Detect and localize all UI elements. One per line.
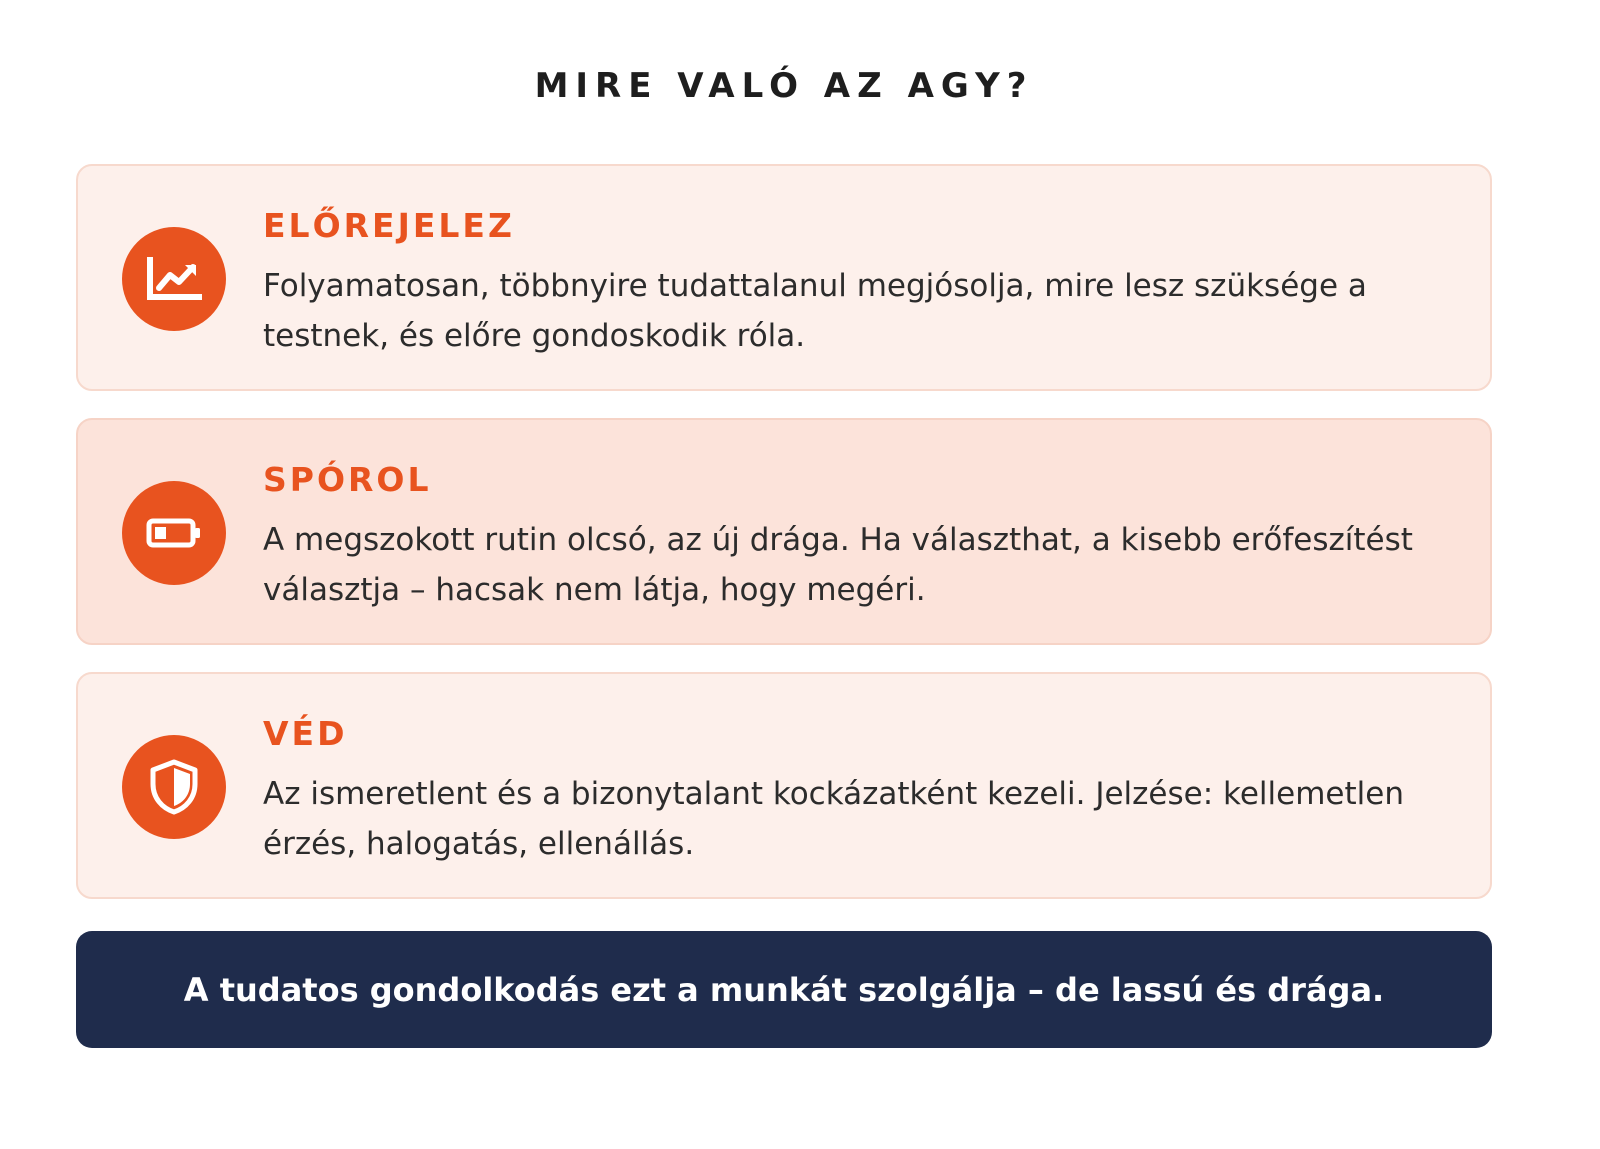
card-protect (76, 672, 1492, 899)
card-save (76, 418, 1492, 645)
trend-chart-icon (122, 227, 226, 331)
card-predict (76, 164, 1492, 391)
card-description: Az ismeretlent és a bizonytalant kockázatként kezeli. Jelzése: kellemetlen érzés, halogatás, ellenállás. (263, 776, 1404, 862)
footer-text: A tudatos gondolkodás ezt a munkát szolgálja – de lassú és drága. (183, 970, 1385, 1009)
footer-banner (76, 931, 1492, 1048)
card-description: A megszokott rutin olcsó, az új drága. Ha választhat, a kisebb erőfeszítést választja – hacsak nem látja, hogy megéri. (263, 522, 1413, 608)
card-heading: VÉD (263, 714, 348, 753)
card-description: Folyamatosan, többnyire tudattalanul megjósolja, mire lesz szüksége a testnek, és előre gondoskodik róla. (263, 268, 1367, 354)
shield-icon (122, 735, 226, 839)
page-title: MIRE VALÓ AZ AGY? (534, 66, 1034, 106)
battery-low-icon (122, 481, 226, 585)
card-heading: SPÓROL (263, 460, 432, 499)
card-heading: ELŐREJELEZ (263, 206, 515, 245)
